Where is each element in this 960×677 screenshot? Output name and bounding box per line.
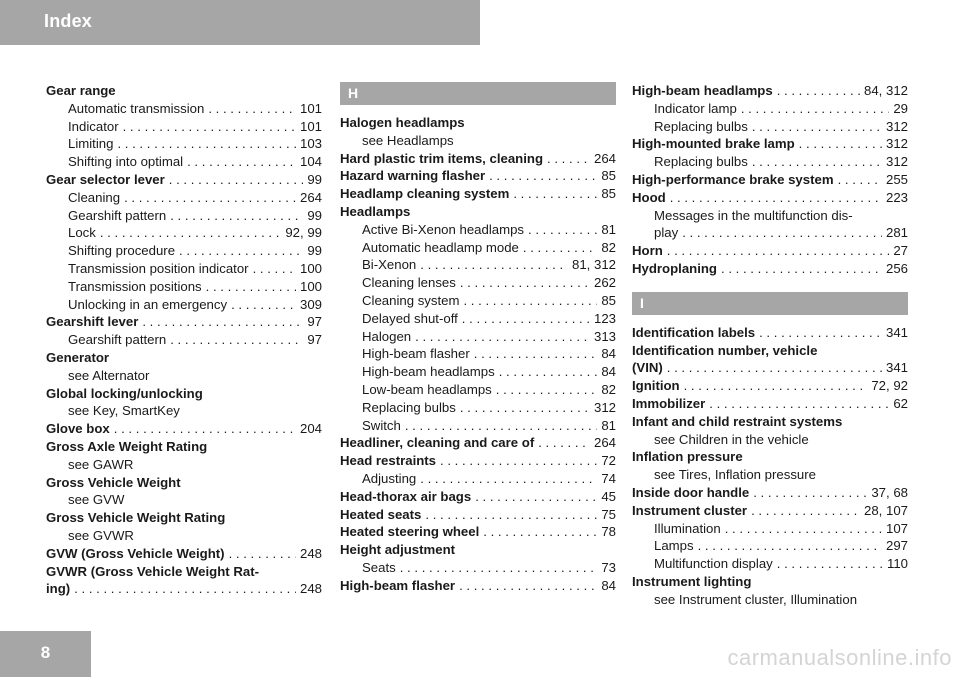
section-header-i: I: [632, 292, 908, 315]
index-subentry[interactable]: [340, 239, 616, 257]
page-reference[interactable]: 99: [307, 243, 322, 259]
index-subentry[interactable]: [632, 520, 908, 538]
index-term: Instrument lighting: [632, 573, 752, 589]
index-term: Replacing bulbs: [654, 154, 748, 170]
index-entry: [46, 82, 322, 100]
index-header-bar: [0, 0, 480, 45]
page-reference[interactable]: 81, 312: [572, 257, 616, 273]
page-reference[interactable]: 264: [299, 189, 322, 205]
page-reference[interactable]: 313: [593, 328, 616, 344]
index-subentry[interactable]: [46, 296, 322, 314]
dot-leader: [170, 207, 303, 225]
page-reference[interactable]: 103: [299, 136, 322, 152]
dot-leader: [547, 150, 590, 168]
index-term: High-beam headlamps: [362, 364, 495, 380]
index-entry: [46, 385, 322, 403]
page-reference[interactable]: 255: [885, 171, 908, 187]
page-reference[interactable]: 256: [885, 260, 908, 276]
page-reference[interactable]: 82: [601, 381, 616, 397]
dot-leader: [420, 256, 568, 274]
index-entry: [340, 114, 616, 132]
page-reference[interactable]: 99: [307, 171, 322, 187]
dot-leader: [741, 100, 890, 118]
dot-leader: [400, 559, 598, 577]
index-subentry[interactable]: [46, 207, 322, 225]
index-entry[interactable]: [632, 260, 908, 278]
dot-leader: [114, 420, 296, 438]
index-term: Lock: [68, 225, 96, 241]
index-subentry[interactable]: [340, 417, 616, 435]
index-term: Global locking/unlocking: [46, 385, 203, 401]
index-entry[interactable]: [340, 185, 616, 203]
index-entry: [46, 509, 322, 527]
dot-leader: [682, 224, 882, 242]
index-term: see GVWR: [68, 527, 134, 543]
dot-leader: [721, 260, 882, 278]
page-number-box: [0, 631, 91, 677]
index-subentry[interactable]: [340, 363, 616, 381]
dot-leader: [684, 377, 868, 395]
page-reference[interactable]: 27: [893, 243, 908, 259]
index-term: see GAWR: [68, 456, 134, 472]
index-entry[interactable]: [46, 580, 322, 598]
index-term: Gearshift pattern: [68, 332, 167, 348]
index-term: Low-beam headlamps: [362, 381, 492, 397]
index-term: Active Bi-Xenon headlamps: [362, 221, 525, 237]
index-subentry[interactable]: [46, 118, 322, 136]
dot-leader: [253, 260, 296, 278]
watermark-text: carmanualsonline.info: [727, 645, 952, 670]
index-subentry[interactable]: [340, 221, 616, 239]
index-subentry[interactable]: [46, 189, 322, 207]
page-title: Index: [44, 11, 93, 31]
index-term: Delayed shut-off: [362, 310, 458, 326]
index-entry: [632, 573, 908, 591]
index-column-1: [46, 82, 322, 598]
dot-leader: [667, 242, 890, 260]
dot-leader: [670, 189, 882, 207]
index-entry: [340, 541, 616, 559]
index-term: Gear selector lever: [46, 171, 165, 187]
index-term: see GVW: [68, 492, 125, 508]
page-reference[interactable]: 45: [601, 488, 616, 504]
page-reference[interactable]: 75: [601, 506, 616, 522]
index-term: Identification labels: [632, 324, 756, 340]
page-reference[interactable]: 85: [601, 186, 616, 202]
index-term: Gearshift lever: [46, 314, 139, 330]
index-entry[interactable]: [46, 313, 322, 331]
index-term: Glove box: [46, 421, 110, 437]
index-entry[interactable]: [632, 484, 908, 502]
page-reference[interactable]: 72: [601, 453, 616, 469]
index-subentry[interactable]: [632, 118, 908, 136]
dot-leader: [538, 434, 590, 452]
dot-leader: [499, 363, 598, 381]
index-entry[interactable]: [632, 502, 908, 520]
page-reference[interactable]: 309: [299, 296, 322, 312]
index-entry[interactable]: [340, 434, 616, 452]
page-reference[interactable]: 78: [601, 524, 616, 540]
page-reference[interactable]: 84, 312: [864, 83, 908, 98]
index-entry[interactable]: [340, 150, 616, 168]
index-entry[interactable]: [632, 189, 908, 207]
index-subentry[interactable]: [46, 100, 322, 118]
index-term: Infant and child restraint systems: [632, 413, 843, 429]
page-reference[interactable]: 100: [299, 278, 322, 294]
dot-leader: [231, 296, 296, 314]
index-term: Indicator: [68, 118, 119, 134]
index-term: Automatic transmission: [68, 100, 205, 116]
page-reference[interactable]: 262: [593, 275, 616, 291]
index-term: Heated steering wheel: [340, 524, 480, 540]
index-term: Headlamp cleaning system: [340, 186, 510, 202]
page-reference[interactable]: 99: [307, 207, 322, 223]
index-subentry[interactable]: [632, 100, 908, 118]
index-term: Illumination: [654, 520, 721, 536]
dot-leader: [709, 395, 889, 413]
index-subentry: [632, 207, 908, 225]
page-reference[interactable]: 37, 68: [871, 484, 908, 500]
index-term: see Headlamps: [362, 132, 454, 148]
index-term: Gross Axle Weight Rating: [46, 438, 208, 454]
index-subentry: [340, 132, 616, 150]
index-entry[interactable]: [340, 488, 616, 506]
page-reference[interactable]: 281: [885, 225, 908, 241]
index-entry[interactable]: [632, 242, 908, 260]
page-reference[interactable]: 82: [601, 239, 616, 255]
index-entry[interactable]: [340, 506, 616, 524]
index-term: Heated seats: [340, 506, 422, 522]
dot-leader: [496, 381, 598, 399]
index-term: Gear range: [46, 83, 116, 98]
index-subentry: [46, 402, 322, 420]
page-reference[interactable]: 92, 99: [285, 225, 322, 241]
index-term: GVWR (Gross Vehicle Weight Rat-: [46, 563, 259, 579]
index-term: Hydroplaning: [632, 260, 717, 276]
dot-leader: [463, 292, 597, 310]
index-subentry[interactable]: [46, 242, 322, 260]
index-subentry: [632, 466, 908, 484]
index-subentry[interactable]: [340, 470, 616, 488]
index-term: Gearshift pattern: [68, 207, 167, 223]
index-subentry[interactable]: [632, 224, 908, 242]
dot-leader: [523, 239, 597, 257]
index-term: see Instrument cluster, Illumination: [654, 591, 858, 607]
index-entry[interactable]: [632, 82, 908, 100]
page-reference[interactable]: 97: [307, 332, 322, 348]
page-reference[interactable]: 312: [593, 399, 616, 415]
index-entry[interactable]: [632, 171, 908, 189]
index-entry: [632, 342, 908, 360]
index-entry: [46, 349, 322, 367]
index-subentry: [632, 431, 908, 449]
index-term: High-beam flasher: [362, 346, 470, 362]
dot-leader: [229, 545, 296, 563]
index-term: High-beam flasher: [340, 577, 456, 593]
index-entry[interactable]: [632, 377, 908, 395]
index-term: Generator: [46, 349, 110, 365]
index-term: Identification number, vehicle: [632, 342, 818, 358]
index-term: Instrument cluster: [632, 502, 748, 518]
index-term: Cleaning system: [362, 292, 460, 308]
page-reference[interactable]: 297: [885, 538, 908, 554]
index-term: Unlocking in an emergency: [68, 296, 228, 312]
dot-leader: [74, 580, 296, 598]
page-reference[interactable]: 73: [601, 559, 616, 575]
index-term: Limiting: [68, 136, 114, 152]
dot-leader: [667, 359, 882, 377]
dot-leader: [405, 417, 597, 435]
page-reference[interactable]: 28, 107: [864, 502, 908, 518]
dot-leader: [420, 470, 597, 488]
page-reference[interactable]: 101: [299, 100, 322, 116]
dot-leader: [440, 452, 597, 470]
index-term: see Alternator: [68, 367, 150, 383]
dot-leader: [752, 118, 882, 136]
index-term: Bi-Xenon: [362, 257, 417, 273]
page-reference[interactable]: 248: [299, 545, 322, 561]
page-reference[interactable]: 107: [885, 520, 908, 536]
index-subentry[interactable]: [340, 345, 616, 363]
index-subentry: [46, 491, 322, 509]
index-term: Adjusting: [362, 470, 417, 486]
index-entry[interactable]: [46, 420, 322, 438]
index-subentry[interactable]: [632, 555, 908, 573]
index-term: Hard plastic trim items, cleaning: [340, 150, 544, 166]
dot-leader: [513, 185, 597, 203]
dot-leader: [799, 135, 882, 153]
index-term: Replacing bulbs: [654, 118, 748, 134]
index-term: Gross Vehicle Weight Rating: [46, 510, 226, 526]
index-term: Inside door handle: [632, 484, 750, 500]
page-reference[interactable]: 204: [299, 421, 322, 437]
index-term: High-mounted brake lamp: [632, 136, 795, 152]
dot-leader: [206, 278, 296, 296]
index-term: High-beam headlamps: [632, 83, 773, 98]
index-subentry[interactable]: [46, 224, 322, 242]
dot-leader: [462, 310, 590, 328]
page-reference[interactable]: 341: [885, 360, 908, 376]
page-reference[interactable]: 264: [593, 435, 616, 451]
index-term: Immobilizer: [632, 395, 706, 411]
index-term: Head restraints: [340, 453, 437, 469]
page-reference[interactable]: 248: [299, 581, 322, 597]
dot-leader: [460, 399, 590, 417]
index-entry: [46, 563, 322, 581]
index-entry: [46, 438, 322, 456]
page-reference[interactable]: 85: [601, 168, 616, 184]
dot-leader: [123, 118, 296, 136]
index-column-3: [632, 82, 908, 609]
index-subentry[interactable]: [340, 399, 616, 417]
dot-leader: [208, 100, 296, 118]
page-reference[interactable]: 84: [601, 346, 616, 362]
dot-leader: [475, 488, 597, 506]
index-entry[interactable]: [340, 167, 616, 185]
index-entry: [46, 474, 322, 492]
dot-leader: [425, 506, 597, 524]
dot-leader: [460, 274, 590, 292]
index-entry: [340, 203, 616, 221]
index-subentry: [46, 367, 322, 385]
index-term: Horn: [632, 243, 663, 259]
page-reference[interactable]: 74: [601, 470, 616, 486]
index-term: ing): [46, 581, 71, 597]
index-subentry: [632, 591, 908, 609]
index-entry[interactable]: [340, 452, 616, 470]
page-number: 8: [40, 643, 51, 662]
dot-leader: [179, 242, 303, 260]
index-subentry[interactable]: [46, 260, 322, 278]
dot-leader: [459, 577, 597, 595]
index-entry[interactable]: [632, 359, 908, 377]
index-term: play: [654, 225, 679, 241]
dot-leader: [187, 153, 296, 171]
index-subentry[interactable]: [46, 135, 322, 153]
index-term: Halogen headlamps: [340, 115, 465, 130]
index-term: Seats: [362, 559, 396, 575]
index-subentry[interactable]: [46, 278, 322, 296]
index-term: Transmission positions: [68, 278, 202, 294]
index-subentry: [46, 456, 322, 474]
index-term: Shifting procedure: [68, 243, 176, 259]
index-term: Ignition: [632, 378, 680, 394]
index-entry[interactable]: [46, 171, 322, 189]
page-reference[interactable]: 81: [601, 221, 616, 237]
index-term: Headliner, cleaning and care of: [340, 435, 535, 451]
page-reference[interactable]: 101: [299, 118, 322, 134]
dot-leader: [777, 555, 883, 573]
page-reference[interactable]: 312: [885, 154, 908, 170]
index-subentry[interactable]: [632, 153, 908, 171]
dot-leader: [170, 331, 303, 349]
index-subentry[interactable]: [46, 153, 322, 171]
page-reference[interactable]: 223: [885, 189, 908, 205]
dot-leader: [124, 189, 296, 207]
index-term: (VIN): [632, 360, 663, 376]
index-term: see Children in the vehicle: [654, 431, 809, 447]
index-subentry[interactable]: [46, 331, 322, 349]
index-term: Messages in the multifunction dis-: [654, 207, 853, 223]
index-subentry[interactable]: [340, 328, 616, 346]
dot-leader: [838, 171, 882, 189]
page-reference[interactable]: 100: [299, 260, 322, 276]
dot-leader: [752, 153, 882, 171]
dot-leader: [474, 345, 598, 363]
page-reference[interactable]: 62: [893, 395, 908, 411]
index-subentry: [46, 527, 322, 545]
page-reference[interactable]: 110: [886, 556, 908, 572]
dot-leader: [753, 484, 867, 502]
dot-leader: [751, 502, 860, 520]
index-subentry[interactable]: [340, 292, 616, 310]
page-reference[interactable]: 85: [601, 292, 616, 308]
index-term: Switch: [362, 417, 401, 433]
index-term: Automatic headlamp mode: [362, 239, 519, 255]
page-reference[interactable]: 97: [307, 314, 322, 330]
page-reference[interactable]: 312: [885, 136, 908, 152]
page-reference[interactable]: 341: [885, 324, 908, 340]
index-subentry[interactable]: [340, 559, 616, 577]
index-term: Headlamps: [340, 203, 411, 219]
index-term: Hazard warning flasher: [340, 168, 486, 184]
index-term: Multifunction display: [654, 556, 773, 572]
dot-leader: [759, 324, 882, 342]
page-reference[interactable]: 84: [601, 577, 616, 593]
index-term: Inflation pressure: [632, 449, 743, 465]
index-entry[interactable]: [340, 577, 616, 595]
index-term: Replacing bulbs: [362, 399, 456, 415]
index-term: Cleaning: [68, 189, 121, 205]
index-subentry[interactable]: [632, 537, 908, 555]
index-entry[interactable]: [632, 395, 908, 413]
index-entry[interactable]: [340, 523, 616, 541]
index-entry: [632, 413, 908, 431]
index-subentry[interactable]: [340, 274, 616, 292]
index-term: Halogen: [362, 328, 412, 344]
dot-leader: [698, 537, 882, 555]
page-reference[interactable]: 81: [601, 417, 616, 433]
index-term: see Tires, Inflation pressure: [654, 467, 816, 483]
index-term: Cleaning lenses: [362, 275, 456, 291]
page-reference[interactable]: 264: [593, 150, 616, 166]
index-entry[interactable]: [632, 324, 908, 342]
index-subentry[interactable]: [340, 381, 616, 399]
index-entry[interactable]: [632, 135, 908, 153]
index-column-2: [340, 82, 616, 595]
page-reference[interactable]: 84: [601, 364, 616, 380]
dot-leader: [169, 171, 304, 189]
dot-leader: [528, 221, 597, 239]
index-entry: [632, 448, 908, 466]
index-entry[interactable]: [46, 545, 322, 563]
index-term: see Key, SmartKey: [68, 403, 180, 419]
dot-leader: [100, 224, 281, 242]
index-term: Shifting into optimal: [68, 154, 184, 170]
page-reference[interactable]: 123: [593, 310, 616, 326]
index-term: Transmission position indicator: [68, 260, 249, 276]
dot-leader: [777, 82, 860, 100]
index-term: Indicator lamp: [654, 100, 737, 116]
dot-leader: [489, 167, 597, 185]
page-reference[interactable]: 29: [893, 100, 908, 116]
page-reference[interactable]: 72, 92: [871, 378, 908, 394]
dot-leader: [142, 313, 303, 331]
page-reference[interactable]: 312: [885, 118, 908, 134]
index-subentry[interactable]: [340, 310, 616, 328]
dot-leader: [725, 520, 882, 538]
index-term: Lamps: [654, 538, 694, 554]
index-term: Gross Vehicle Weight: [46, 474, 181, 490]
index-term: GVW (Gross Vehicle Weight): [46, 545, 225, 561]
index-subentry[interactable]: [340, 256, 616, 274]
section-header-h: H: [340, 82, 616, 105]
index-term: High-performance brake system: [632, 171, 834, 187]
index-term: Head-thorax air bags: [340, 488, 472, 504]
dot-leader: [117, 135, 296, 153]
index-term: Hood: [632, 189, 666, 205]
dot-leader: [415, 328, 590, 346]
index-term: Height adjustment: [340, 542, 456, 558]
page-reference[interactable]: 104: [299, 154, 322, 170]
dot-leader: [483, 523, 597, 541]
